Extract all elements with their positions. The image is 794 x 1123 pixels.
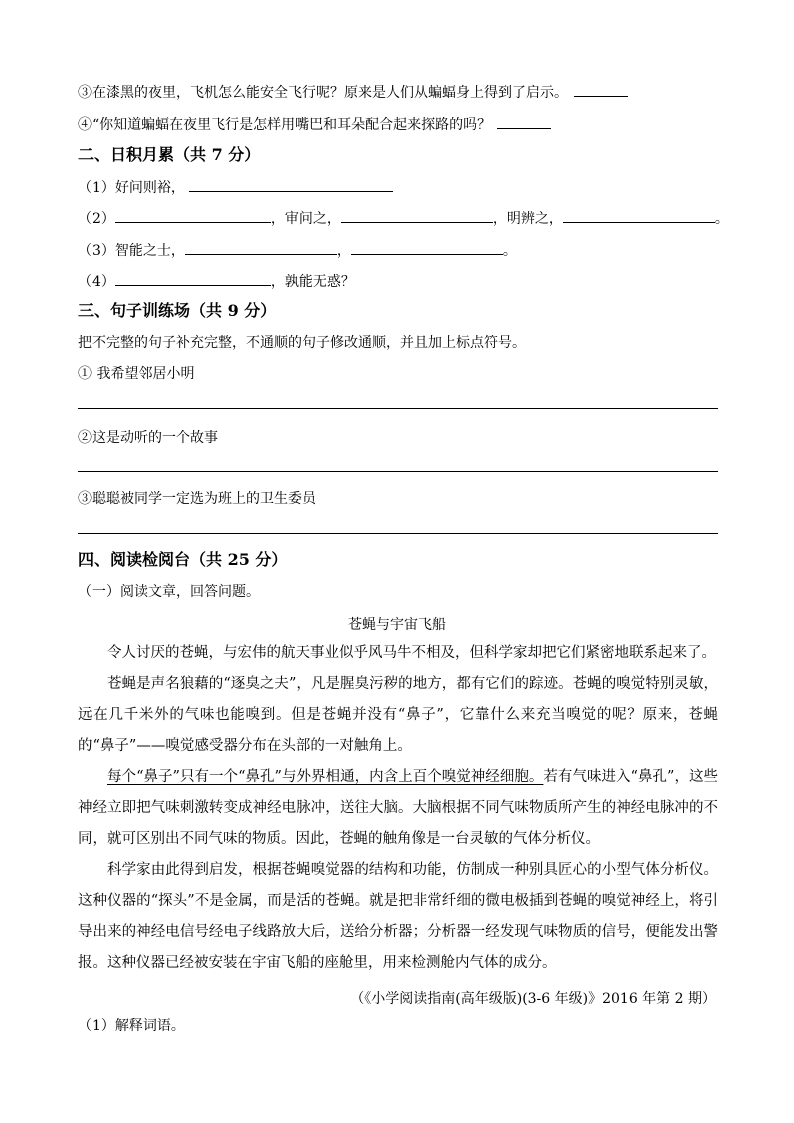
fill-item-4-label: （4）: [78, 274, 115, 290]
reading-question-1: （1）解释词语。: [78, 1018, 185, 1034]
paragraph-2-text: 苍蝇是声名狼藉的“逐臭之夫”，凡是腥臭污秽的地方，都有它们的踪迹。苍蝇的嗅觉特别灵敏，远在几千米外的气味也能嗅到。但是苍蝇并没有“鼻子”，它靠什么来充当嗅觉的呢？原来，苍蝇的“鼻子”——嗅觉感受器分布在头部的一对触角上。: [78, 676, 718, 754]
fill-item-1: [78, 177, 393, 198]
answer-blank[interactable]: [497, 114, 551, 129]
answer-blank[interactable]: [185, 240, 337, 255]
answer-blank[interactable]: [351, 240, 503, 255]
fill-item-3-end: 。: [502, 243, 517, 259]
fill-item-2-end: 。: [714, 211, 729, 227]
section-3-heading: 三、句子训练场（共 9 分）: [78, 301, 277, 320]
answer-blank[interactable]: [574, 82, 628, 97]
article-paragraph-1: [78, 638, 718, 669]
fill-item-1-label: （1）好问则裕，: [78, 180, 185, 196]
fill-item-2-mid2: ，明辨之，: [492, 211, 563, 227]
answer-line-2[interactable]: [78, 471, 718, 472]
sentence-3: ③聪聪被同学一定选为班上的卫生委员: [78, 491, 316, 507]
fill-item-3: [78, 240, 517, 261]
article-source: （《小学阅读指南(高年级版)(3-6 年级)》2016 年第 2 期）: [350, 991, 716, 1007]
fill-item-3-label: （3）智能之士，: [78, 243, 185, 259]
fill-item-2-mid1: ，审问之，: [270, 211, 341, 227]
article-paragraph-2: [78, 669, 718, 762]
answer-blank[interactable]: [115, 208, 271, 223]
paragraph-1-text: 令人讨厌的苍蝇，与宏伟的航天事业似乎风马牛不相及，但科学家却把它们紧密地联系起来了。: [107, 645, 716, 661]
section-4-heading: 四、阅读检阅台（共 25 分）: [78, 550, 288, 569]
paragraph-3-text: 若有气味进入“鼻孔”，这些神经立即把气味刺激转变成神经电脉冲，送往大脑。大脑根据不同气味物质所产生的神经电脉冲的不同，就可区别出不同气味的物质。因此，苍蝇的触角像是一台灵敏的气体分析仪。: [78, 769, 719, 847]
question-4-text: ④“你知道蝙蝠在夜里飞行是怎样用嘴巴和耳朵配合起来探路的吗？: [78, 117, 492, 133]
section-3-instruction: 把不完整的句子补充完整，不通顺的句子修改通顺，并且加上标点符号。: [78, 335, 526, 351]
sentence-1: ① 我希望邻居小明: [78, 366, 195, 382]
sentence-2: ②这是动听的一个故事: [78, 430, 218, 446]
article-title: 苍蝇与宇宙飞船: [348, 617, 446, 633]
answer-blank[interactable]: [115, 271, 271, 286]
fill-item-4-end: ，孰能无惑？: [270, 274, 355, 290]
article-paragraph-3: [78, 762, 718, 855]
paragraph-4-text: 科学家由此得到启发，根据苍蝇嗅觉器的结构和功能，仿制成一种别具匠心的小型气体分析仪。这种仪器的“探头”不是金属，而是活的苍蝇。就是把非常纤细的微电极插到苍蝇的嗅觉神经上，将引导出来的神经电信号经电子线路放大后，送给分析器；分析器一经发现气味物质的信号，便能发出警报。这种仪器已经被安装在宇宙飞船的座舱里，用来检测舱内气体的成分。: [78, 862, 718, 971]
section-2-heading: 二、日积月累（共 7 分）: [78, 145, 261, 164]
underlined-sentence: 每个“鼻子”只有一个“鼻孔”与外界相通，内含上百个嗅觉神经细胞。: [107, 769, 544, 785]
question-4: [78, 114, 551, 135]
answer-blank[interactable]: [341, 208, 493, 223]
fill-item-2: [78, 208, 729, 229]
answer-blank[interactable]: [563, 208, 715, 223]
answer-blank[interactable]: [189, 177, 393, 192]
reading-subheading: （一）阅读文章，回答问题。: [78, 584, 260, 600]
question-3: [78, 82, 628, 103]
question-3-text: ③在漆黑的夜里，飞机怎么能安全飞行呢？原来是人们从蝙蝠身上得到了启示。: [78, 85, 568, 101]
fill-item-3-mid: ，: [336, 243, 351, 259]
article-paragraph-4: [78, 855, 718, 979]
answer-line-3[interactable]: [78, 533, 718, 534]
answer-line-1[interactable]: [78, 408, 718, 409]
fill-item-4: [78, 271, 355, 292]
fill-item-2-label: （2）: [78, 211, 115, 227]
